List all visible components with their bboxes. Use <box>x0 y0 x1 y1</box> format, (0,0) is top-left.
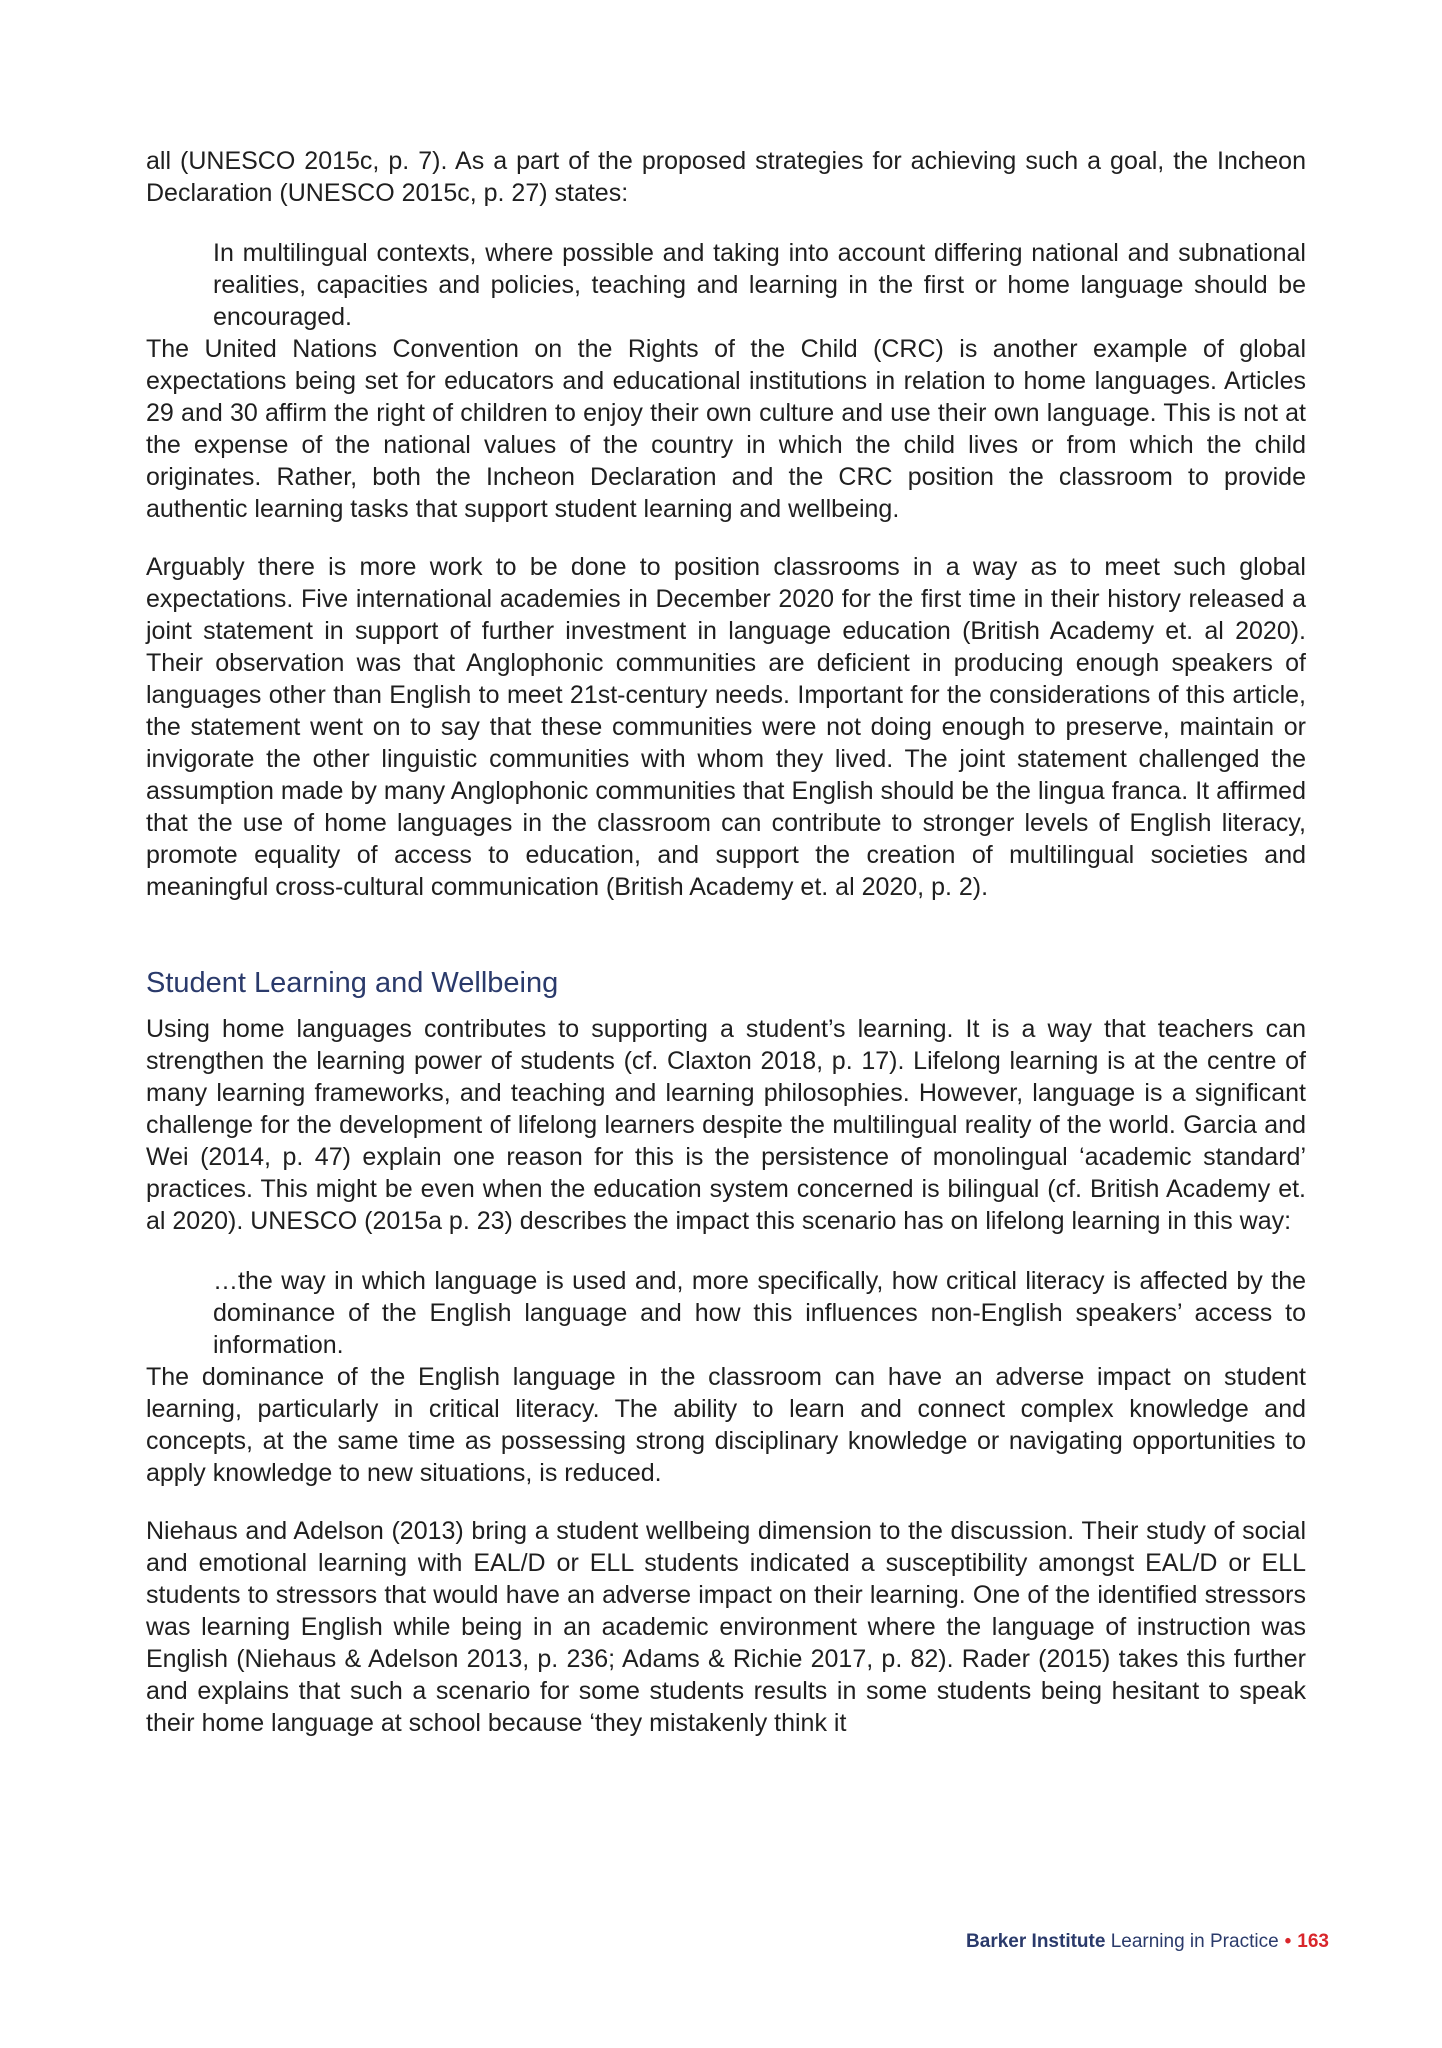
section-heading: Student Learning and Wellbeing <box>146 967 559 999</box>
block-quote-2: …the way in which language is used and, more specifically, how critical literacy is affected by the dominance of the English language and how this influences non-English speakers’ access to information. <box>213 1267 1306 1359</box>
body-paragraph-5: The dominance of the English language in the classroom can have an adverse impact on student learning, particularly in critical literacy. The ability to learn and connect complex knowledge and concepts, at the same time as possessing strong disciplinary knowledge or navigating opportunities to apply knowledge to new situations, is reduced. <box>146 1363 1306 1487</box>
block-quote-1: In multilingual contexts, where possible and taking into account differing national and subnational realities, capacities and policies, teaching and learning in the first or home language should be encouraged. <box>213 239 1306 331</box>
footer-institute: Barker Institute <box>966 1931 1106 1952</box>
body-paragraph-2: The United Nations Convention on the Rights of the Child (CRC) is another example of global expectations being set for educators and educational institutions in relation to home languages. Articles 29 and 30 affirm the right of children to enjoy their own culture and use their own language. This is not at the expense of the national values of the country in which the child lives or from which the child originates. Rather, both the Incheon Declaration and the CRC position the classroom to provide authentic learning tasks that support student learning and wellbeing. <box>146 335 1306 523</box>
page-number: 163 <box>1297 1931 1329 1952</box>
page-body <box>146 145 1306 1765</box>
footer-publication: Learning in Practice <box>1110 1931 1279 1952</box>
body-paragraph-1: all (UNESCO 2015c, p. 7). As a part of the proposed strategies for achieving such a goal, the Incheon Declaration (UNESCO 2015c, p. 27) states: <box>146 147 1306 207</box>
footer-separator: • <box>1284 1931 1292 1952</box>
page-footer <box>966 1930 1329 1954</box>
body-paragraph-3: Arguably there is more work to be done to position classrooms in a way as to meet such global expectations. Five international academies in December 2020 for the first time in their history released a joint statement in support of further investment in language education (British Academy et. al 2020). Their observation was that Anglophonic communities are deficient in producing enough speakers of languages other than English to meet 21st-century needs. Important for the considerations of this article, the statement went on to say that these communities were not doing enough to preserve, maintain or invigorate the other linguistic communities with whom they lived. The joint statement challenged the assumption made by many Anglophonic communities that English should be the lingua franca. It affirmed that the use of home languages in the classroom can contribute to stronger levels of English literacy, promote equality of access to education, and support the creation of multilingual societies and meaningful cross-cultural communication (British Academy et. al 2020, p. 2). <box>146 553 1306 901</box>
body-paragraph-6: Niehaus and Adelson (2013) bring a student wellbeing dimension to the discussion. Their study of social and emotional learning with EAL/D or ELL students indicated a susceptibility amongst EAL/D or ELL students to stressors that would have an adverse impact on their learning. One of the identified stressors was learning English while being in an academic environment where the language of instruction was English (Niehaus & Adelson 2013, p. 236; Adams & Richie 2017, p. 82). Rader (2015) takes this further and explains that such a scenario for some students results in some students being hesitant to speak their home language at school because ‘they mistakenly think it <box>146 1517 1306 1737</box>
body-paragraph-4: Using home languages contributes to supporting a student’s learning. It is a way that teachers can strengthen the learning power of students (cf. Claxton 2018, p. 17). Lifelong learning is at the centre of many learning frameworks, and teaching and learning philosophies. However, language is a significant challenge for the development of lifelong learners despite the multilingual reality of the world. Garcia and Wei (2014, p. 47) explain one reason for this is the persistence of monolingual ‘academic standard’ practices. This might be even when the education system concerned is bilingual (cf. British Academy et. al 2020). UNESCO (2015a p. 23) describes the impact this scenario has on lifelong learning in this way: <box>146 1015 1306 1235</box>
